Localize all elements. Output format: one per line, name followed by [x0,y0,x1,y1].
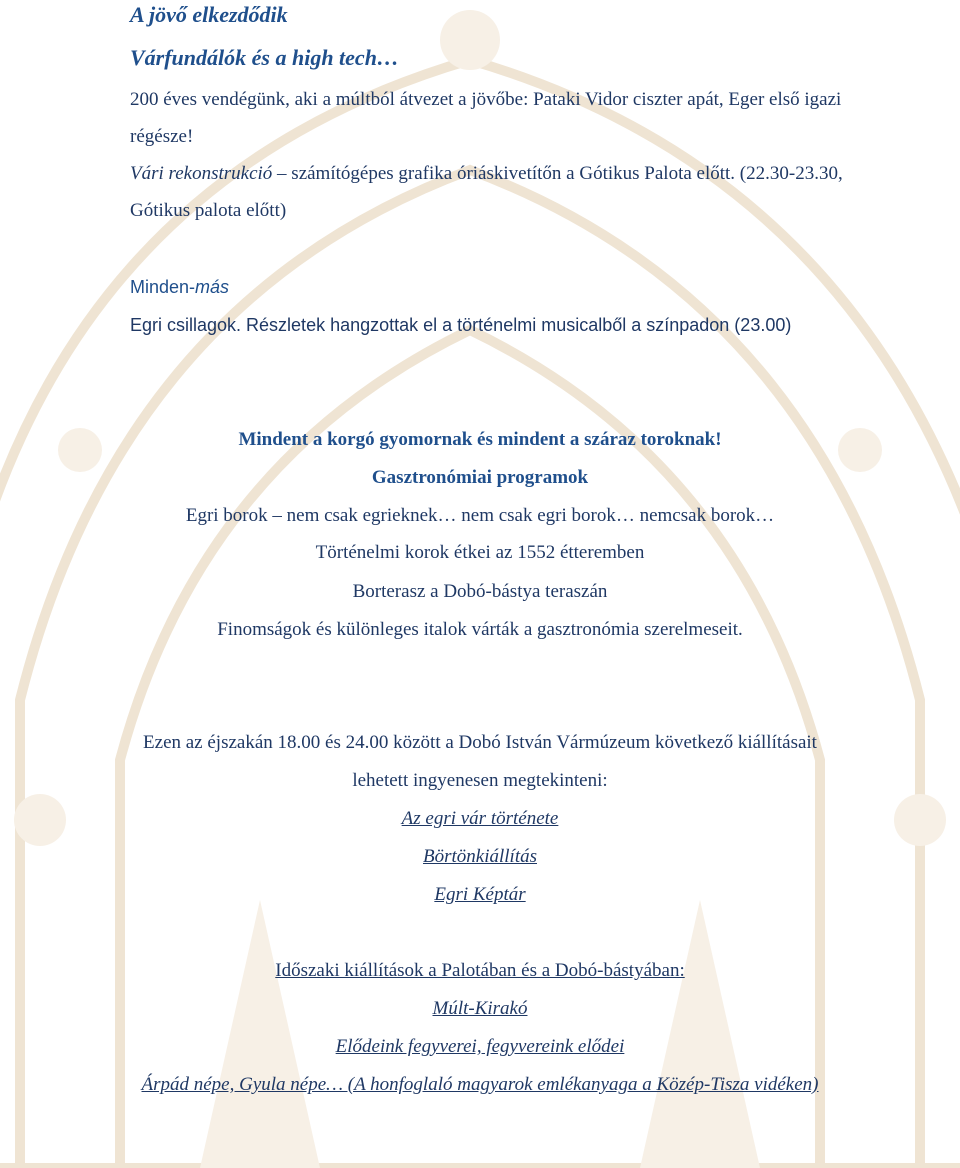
paragraph-reconstruction-line2: Gótikus palota előtt) [130,200,287,221]
paragraph-reconstruction-line1 [130,162,843,186]
temporary-exhibitions-title: Időszaki kiállítások a Palotában és a Dobó-bástyában: [275,960,685,981]
exhibition-link[interactable]: Börtönkiállítás [423,846,537,867]
gastro-title: Mindent a korgó gyomornak és mindent a száraz toroknak! [238,429,722,450]
minden-normal: Minden- [130,277,196,297]
temporary-exhibition-link[interactable]: Elődeink fegyverei, fegyvereink elődei [335,1036,625,1057]
museum-intro-line1: Ezen az éjszakán 18.00 és 24.00 között a Dobó István Vármúzeum következő kiállításait [143,732,817,753]
minden-italic: más [195,277,230,297]
temporary-exhibition-link[interactable]: Múlt-Kirakó [432,998,528,1019]
paragraph-guest-line1: 200 éves vendégünk, aki a múltból átvezet a jövőbe: Pataki Vidor ciszter apát, Eger első igazi [130,89,842,110]
heading-future-begins: A jövő elkezdődik [130,2,288,27]
museum-intro-line2: lehetett ingyenesen megtekinteni: [352,770,608,791]
exhibition-link[interactable]: Egri Képtár [434,884,526,905]
gastro-item: Történelmi korok étkei az 1552 étteremben [315,542,645,563]
gastro-item: Finomságok és különleges italok várták a gasztronómia szerelmeseit. [217,619,743,640]
heading-castle-founders: Várfundálók és a high tech… [130,45,399,70]
exhibition-link[interactable]: Az egri vár története [401,808,559,829]
reconstruction-rest: – számítógépes grafika óriáskivetítőn a Gótikus Palota előtt. (22.30-23.30, [272,163,843,184]
temporary-exhibition-link[interactable]: Árpád népe, Gyula népe… (A honfoglaló magyarok emlékanyaga a Közép-Tisza vidéken) [141,1074,819,1095]
egri-csillagok-line: Egri csillagok. Részletek hangzottak el a történelmi musicalből a színpadon (23.00) [130,315,792,335]
gastro-subtitle: Gasztronómiai programok [371,467,589,488]
reconstruction-italic: Vári rekonstrukció [130,163,273,184]
gastro-item: Borterasz a Dobó-bástya teraszán [352,581,608,602]
paragraph-guest-line2: régésze! [130,126,194,147]
gastro-item: Egri borok – nem csak egrieknek… nem csak egri borok… nemcsak borok… [185,505,775,526]
heading-minden-mas [130,275,229,299]
